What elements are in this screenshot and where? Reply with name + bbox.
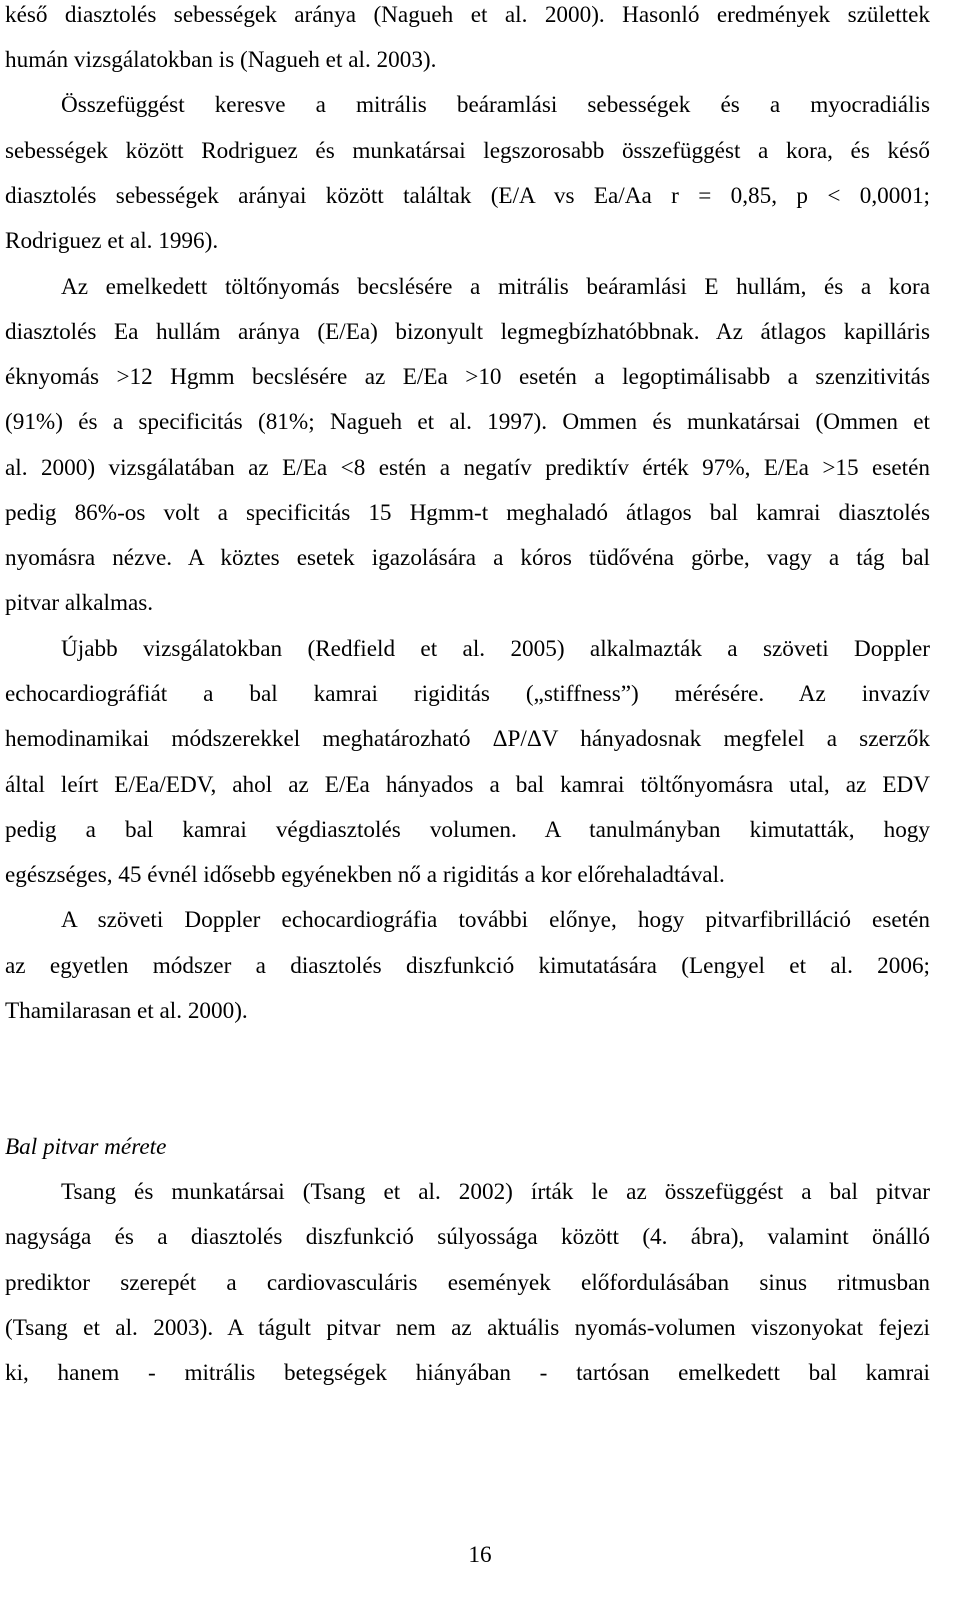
text-line: késő diasztolés sebességek aránya (Nagueh et al. 2000). Hasonló eredmények születtek [5,2,930,28]
text-line: Tsang és munkatársai (Tsang et al. 2002) írták le az összefüggést a bal pitvar [61,1179,930,1205]
text-line: (91%) és a specificitás (81%; Nagueh et al. 1997). Ommen és munkatársai (Ommen et [5,409,930,435]
text-line: nyomásra nézve. A köztes esetek igazolására a kóros tüdővéna görbe, vagy a tág bal [5,545,930,571]
text-line: Újabb vizsgálatokban (Redfield et al. 2005) alkalmazták a szöveti Doppler [61,636,930,662]
section-heading: Bal pitvar mérete [5,1134,167,1160]
text-line: által leírt E/Ea/EDV, ahol az E/Ea hányados a bal kamrai töltőnyomásra utal, az EDV [5,772,930,798]
text-line: az egyetlen módszer a diasztolés diszfunkció kimutatására (Lengyel et al. 2006; [5,953,930,979]
text-line: sebességek között Rodriguez és munkatársai legszorosabb összefüggést a kora, és késő [5,138,930,164]
text-line: Összefüggést keresve a mitrális beáramlási sebességek és a myocradiális [61,92,930,118]
text-line: pitvar alkalmas. [5,590,154,616]
text-line: Thamilarasan et al. 2000). [5,998,248,1024]
text-line: pedig 86%-os volt a specificitás 15 Hgmm-t meghaladó átlagos bal kamrai diasztolés [5,500,930,526]
text-line: echocardiográfiát a bal kamrai rigiditás („stiffness”) mérésére. Az invazív [5,681,930,707]
text-line: hemodinamikai módszerekkel meghatározható ΔP/ΔV hányadosnak megfelel a szerzők [5,726,930,752]
text-line: al. 2000) vizsgálatában az E/Ea <8 estén a negatív prediktív érték 97%, E/Ea >15 esetén [5,455,930,481]
text-line: pedig a bal kamrai végdiasztolés volumen. A tanulmányban kimutatták, hogy [5,817,930,843]
text-line: (Tsang et al. 2003). A tágult pitvar nem az aktuális nyomás-volumen viszonyokat fejezi [5,1315,930,1341]
text-line: A szöveti Doppler echocardiográfia további előnye, hogy pitvarfibrilláció esetén [61,907,930,933]
page-number: 16 [468,1542,492,1568]
text-line: diasztolés Ea hullám aránya (E/Ea) bizonyult legmegbízhatóbbnak. Az átlagos kapilláris [5,319,930,345]
text-line: prediktor szerepét a cardiovasculáris események előfordulásában sinus ritmusban [5,1270,930,1296]
text-line: egészséges, 45 évnél idősebb egyénekben nő a rigiditás a kor előrehaladtával. [5,862,725,888]
text-line: humán vizsgálatokban is (Nagueh et al. 2003). [5,47,437,73]
text-line: Rodriguez et al. 1996). [5,228,219,254]
text-line: éknyomás >12 Hgmm becslésére az E/Ea >10 esetén a legoptimálisabb a szenzitivitás [5,364,930,390]
text-line: nagysága és a diasztolés diszfunkció súlyossága között (4. ábra), valamint önálló [5,1224,930,1250]
text-line: ki, hanem - mitrális betegségek hiányában - tartósan emelkedett bal kamrai [5,1360,930,1386]
text-line: diasztolés sebességek arányai között találtak (E/A vs Ea/Aa r = 0,85, p < 0,0001; [5,183,930,209]
text-line: Az emelkedett töltőnyomás becslésére a mitrális beáramlási E hullám, és a kora [61,274,930,300]
